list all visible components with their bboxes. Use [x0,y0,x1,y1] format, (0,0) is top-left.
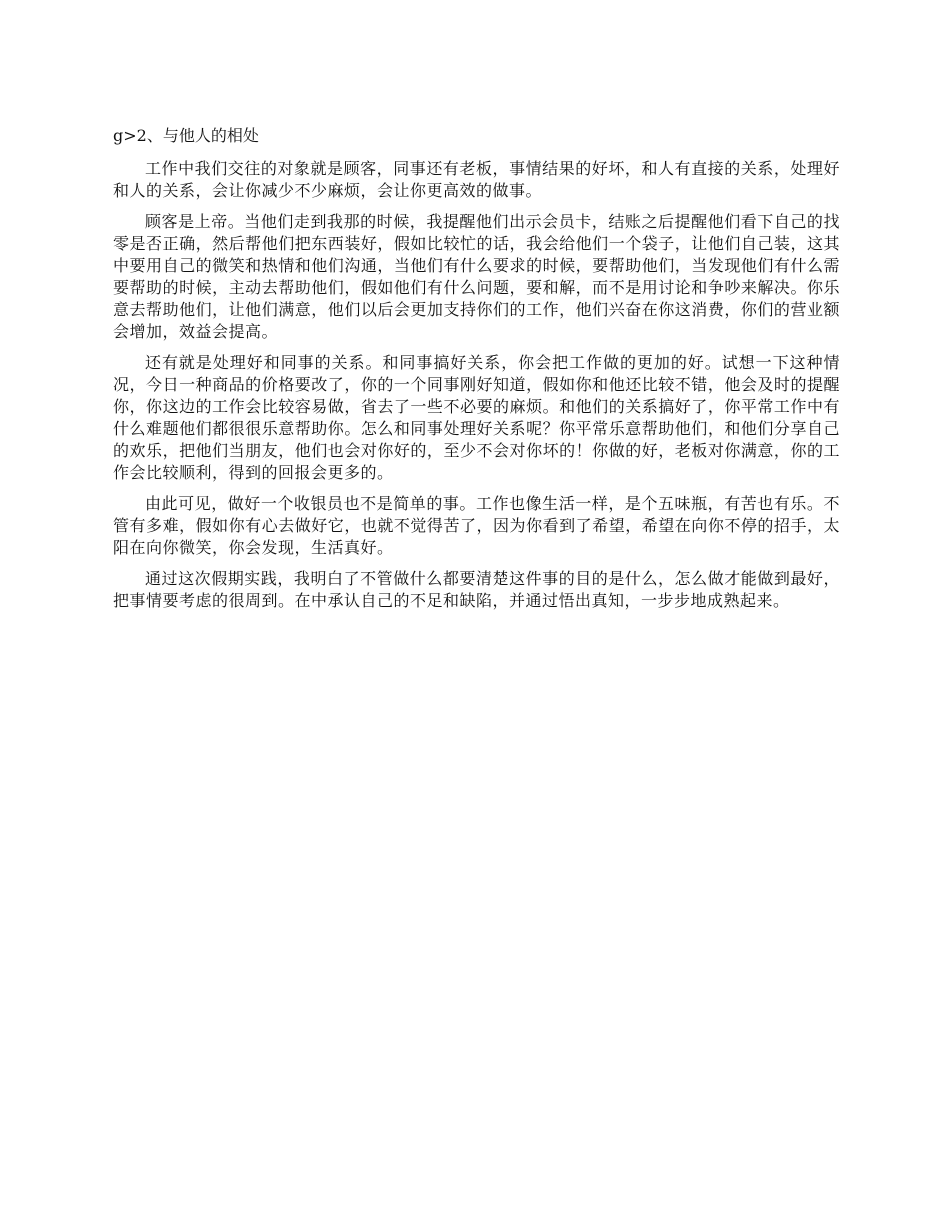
document-page [113,124,840,621]
paragraph-relationships-intro: 工作中我们交往的对象就是顾客，同事还有老板，事情结果的好坏，和人有直接的关系，处理好和人的关系，会让你减少不少麻烦，会让你更高效的做事。 [113,159,840,200]
paragraph-colleagues: 还有就是处理好和同事的关系。和同事搞好关系，你会把工作做的更加的好。试想一下这种情况，今日一种商品的价格要改了，你的一个同事刚好知道，假如你和他还比较不错，他会及时的提醒你，你这边的工作会比较容易做，省去了一些不必要的麻烦。和他们的关系搞好了，你平常工作中有什么难题他们都很很乐意帮助你。怎么和同事处理好关系呢？你平常乐意帮助他们，和他们分享自己的欢乐，把他们当朋友，他们也会对你好的，至少不会对你坏的！你做的好，老板对你满意，你的工作会比较顺利，得到的回报会更多的。 [113,353,840,482]
paragraph-customers: 顾客是上帝。当他们走到我那的时候，我提醒他们出示会员卡，结账之后提醒他们看下自己的找零是否正确，然后帮他们把东西装好，假如比较忙的话，我会给他们一个袋子，让他们自己装，这其中要用自己的微笑和热情和他们沟通，当他们有什么要求的时候，要帮助他们，当发现他们有什么需要帮助的时候，主动去帮助他们，假如他们有什么问题，要和解，而不是用讨论和争吵来解决。你乐意去帮助他们，让他们满意，他们以后会更加支持你们的工作，他们兴奋在你这消费，你们的营业额会增加，效益会提高。 [113,212,840,341]
section-heading: g>2、与他人的相处 [113,126,259,145]
paragraph-cashier-reflection: 由此可见，做好一个收银员也不是简单的事。工作也像生活一样，是个五味瓶，有苦也有乐。不管有多难，假如你有心去做好它，也就不觉得苦了，因为你看到了希望，希望在向你不停的招手，太阳在向你微笑，你会发现，生活真好。 [113,494,840,557]
paragraph-conclusion: 通过这次假期实践，我明白了不管做什么都要清楚这件事的目的是什么，怎么做才能做到最好，把事情要考虑的很周到。在中承认自己的不足和缺陷，并通过悟出真知，一步步地成熟起来。 [113,569,840,610]
